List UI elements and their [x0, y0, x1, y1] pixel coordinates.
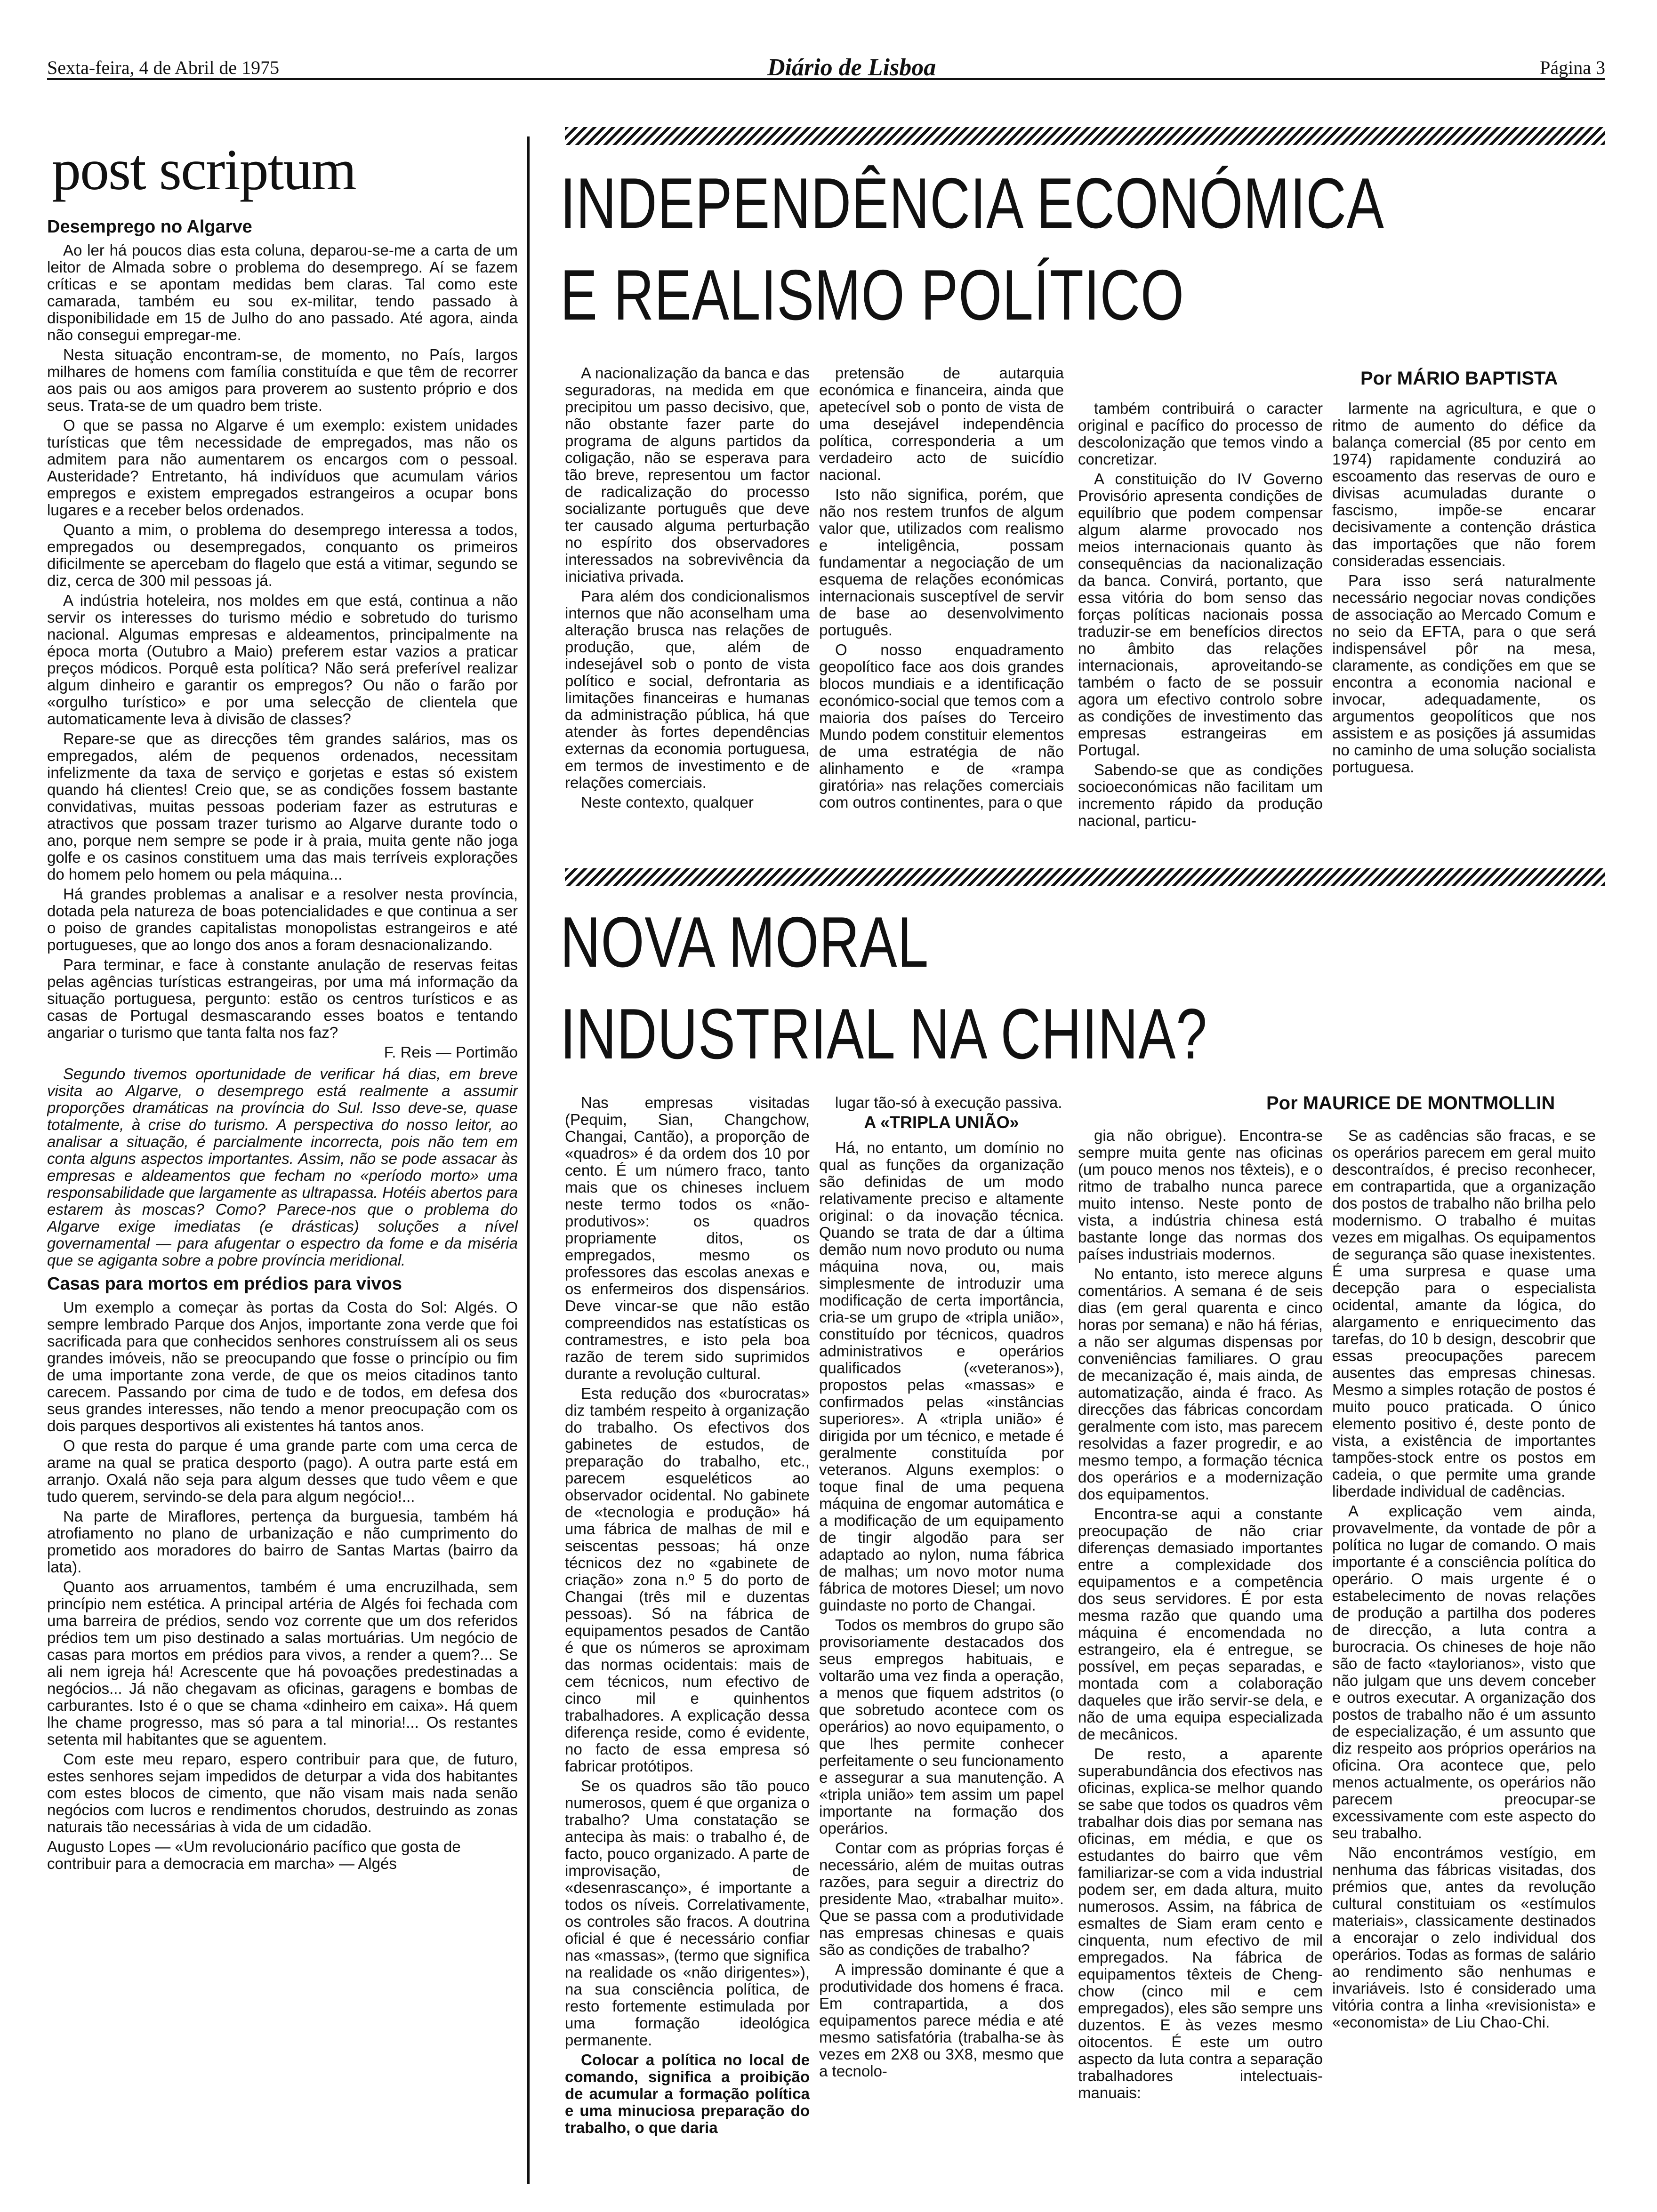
- paragraph: Um exemplo a começar às portas da Costa do Sol: Algés. O sempre lembrado Parque dos Anjos, importante zona verde que foi sacrificada para que conhecidos senhores construíssem ali os seus grandes imóveis, não se preocupando que fosse o princípio ou fim de uma importante zona verde, de que os meios citadinos tanto carecem. Passando por cima de tudo e de todos, em defesa dos seus grandes interesses, não tendo a menor preocupação com os dois parques desportivos ali existentes há tantos anos.: [47, 1298, 518, 1435]
- paragraph: O nosso enquadramento geopolítico face aos dois grandes blocos mundiais e a identificação económico-social que temos com a maioria dos países do Terceiro Mundo podem constituir elementos de uma estratégia de não alinhamento e de «rampa giratória» nas relações comerciais com outros continentes, para o que: [819, 641, 1064, 811]
- paragraph: lugar tão-só à execução passiva.: [835, 1094, 1062, 1111]
- article2-column: [1078, 1127, 1323, 2186]
- article-top-rule: [565, 127, 1605, 145]
- newspaper-name: Diário de Lisboa: [767, 54, 936, 81]
- paragraph: Para isso será naturalmente necessário negociar novas condições de associação ao Mercado Comum e no seio da EFTA, para o que será indispensável pôr na mesa, claramente, as condições em que se encontra a economia nacional e invocar, adequadamente, os argumentos geopolíticos que nos assistem e as posições já assumidas no caminho de uma solução socialista portuguesa.: [1332, 572, 1596, 776]
- page-number: Página 3: [1540, 57, 1605, 78]
- masthead-rule: [47, 78, 1605, 80]
- paragraph: A constituição do IV Governo Provisório apresenta condições de equilíbrio que podem compensar algum alarme provocado nos meios internacionais quanto às consequências da nacionalização da banca. Convirá, portanto, que essa vitória do bom senso das forças políticas nacionais possa traduzir-se em benefícios directos no âmbito das relações internacionais, aproveitando-se também o facto de se possuir agora um efectivo controlo sobre as condições de investimento das empresas estrangeiras em Portugal.: [1078, 470, 1323, 759]
- paragraph: O que se passa no Algarve é um exemplo: existem unidades turísticas que têm necessidade de empregados, mas não os admitem para não aumentarem os encargos com o pessoal. Austeridade? Entretanto, há indivíduos que acumulam vários empregos e existem empregados estrangeiros a ocupar bons lugares e a receber belos ordenados.: [47, 417, 518, 519]
- letter-signature: F. Reis — Portimão: [384, 1043, 518, 1061]
- article-separator-rule: [565, 868, 1605, 886]
- paragraph: Nas empresas visitadas (Pequim, Sian, Changchow, Changai, Cantão), a proporção de «quadros» é da ordem dos 10 por cento. É um número fraco, tanto mais que os chineses incluem neste termo todos os «não-produtivos»: os quadros propriamente ditos, os empregados, mesmo os professores das escolas anexas e os enfermeiros dos dispensários. Deve vincar-se que não estão compreendidos nas estatísticas os contramestres, e isto pela boa razão de terem sido suprimidos durante a revolução cultural.: [565, 1094, 810, 1382]
- issue-date: Sexta-feira, 4 de Abril de 1975: [47, 57, 280, 78]
- paragraph: Não encontrámos vestígio, em nenhuma das fábricas visitadas, dos prémios que, antes da revolução cultural constituiam os «estímulos materiais», classicamente destinados a encorajar o zelo individual dos operários. Todas as formas de salário ao rendimento são nenhumas e invariáveis. Isto é considerado uma vitória contra a linha «revisionista» e «economista» de Liu Chao-Chi.: [1332, 1844, 1596, 2031]
- article2-headline-line1: NOVA MORAL: [560, 902, 929, 982]
- paragraph: Repare-se que as direcções têm grandes salários, mas os empregados, além de pequenos ordenados, necessitam infelizmente da taxa de serviço e gorjetas e estas só existem quando há clientes! Creio que, se as condições fossem bastante convidativas, muitas pessoas poderiam fazer as estruturas e atractivos que possam trazer turismo ao Algarve durante todo o ano, porque nem sempre se pode ir à praia, muita gente não joga golfe e os casinos constituem uma das mais terríveis explorações do homem pelo homem ou pela máquina...: [47, 730, 518, 883]
- paragraph: Encontra-se aqui a constante preocupação de não criar diferenças demasiado importantes entre a complexidade dos equipamentos e a competência dos seus servidores. É por esta mesma razão que quando uma máquina é encomendada no estrangeiro, ela é entregue, se possível, em peças separadas, e montada com a colaboração daqueles que irão servir-se dela, e não de uma equipa especializada de mecânicos.: [1078, 1505, 1323, 1743]
- article2-byline: Por MAURICE DE MONTMOLLIN: [1266, 1093, 1555, 1114]
- paragraph: Há grandes problemas a analisar e a resolver nesta província, dotada pela natureza de boas potencialidades e que continua a ser o poiso de grandes capitalistas monopolistas estrangeiros e até portugueses, que ao longo dos anos a foram desnacionalizando.: [47, 885, 518, 954]
- article2-subhead: A «TRIPLA UNIÃO»: [864, 1113, 1019, 1132]
- post-scriptum-column: [47, 212, 518, 2188]
- paragraph: Para terminar, e face à constante anulação de reservas feitas pelas agências turísticas estrangeiras, por uma má informação da situação portuguesa, pergunto: estão os centros turísticos e as casas de Portugal desmascarando esses boatos e tentando angariar o turismo que tanta falta nos faz?: [47, 956, 518, 1041]
- article1-headline-line2: E REALISMO POLÍTICO: [560, 255, 1184, 335]
- paragraph: A impressão dominante é que a produtividade dos homens é fraca. Em contrapartida, a dos equipamentos parece média e até mesmo satisfatória (trabalha-se às vezes em 2X8 ou 3X8, mesmo que a tecnolo-: [819, 1961, 1064, 2080]
- paragraph: A explicação vem ainda, provavelmente, da vontade de pôr a política no lugar de comando. O mais importante é a consciência política do operário. O mais urgente é o estabelecimento de novas relações de produção a partilha dos poderes de direcção, a luta contra a burocracia. Os chineses de hoje não são de facto «taylorianos», visto que não julgam que uns devem conceber e outros executar. A organização dos postos de trabalho não é um assunto de especialização, é um assunto que diz respeito aos próprios operários na oficina. Ora acontece que, pelo menos actualmente, os operários não parecem preocupar-se excessivamente com este aspecto do seu trabalho.: [1332, 1502, 1596, 1842]
- paragraph: Se os quadros são tão pouco numerosos, quem é que organiza o trabalho? Uma constatação se antecipa às mais: o trabalho é, de facto, pouco organizado. A parte de improvisação, de «desenrascanço», é importante a todos os níveis. Correlativamente, os controles são fracos. A doutrina oficial é que é necessário confiar nas «massas», (termo que significa na realidade os «não dirigentes»), na sua consciência política, de resto fortemente estimulada por uma formação ideológica permanente.: [565, 1777, 810, 2049]
- masthead: [47, 56, 1605, 85]
- paragraph: A nacionalização da banca e das seguradoras, na medida em que precipitou um passo decisivo, que, não obstante fazer parte do programa de alguns partidos da coligação, não se esperava para tão breve, representou um factor de radicalização do processo socializante português que deve ter causado alguma perturbação no espírito dos observadores interessados na sobrevivência da iniciativa privada.: [565, 365, 810, 585]
- paragraph: Na parte de Miraflores, pertença da burguesia, também há atrofiamento no plano de urbanização e não cumprimento do prometido aos moradores do bairro de Santas Martas (bairro da lata).: [47, 1507, 518, 1576]
- paragraph: Para além dos condicionalismos internos que não aconselham uma alteração brusca nas relações de produção, que, além de indesejável sob o ponto de vista político e social, defrontaria as limitações financeiras e humanas da administração pública, há que atender às fortes dependências externas da economia portuguesa, em termos de investimento e de relações comerciais.: [565, 587, 810, 791]
- paragraph: larmente na agricultura, e que o ritmo de aumento do défice da balança comercial (85 por cento em 1974) rapidamente conduzirá ao escoamento das reservas de ouro e divisas acumuladas durante o fascismo, impõe-se encarar decisivamente a contenção drástica das importações que não forem consideradas essenciais.: [1332, 400, 1596, 569]
- article2-column: [819, 1094, 1064, 2186]
- article2-headline-line2: INDUSTRIAL NA CHINA?: [560, 994, 1207, 1074]
- article1-column: [1332, 400, 1596, 840]
- article1-column: [819, 365, 1064, 840]
- paragraph: Quanto a mim, o problema do desemprego interessa a todos, empregados ou desempregados, conquanto os primeiros dificilmente se apercebam do flagelo que está a vitimar, segundo se diz, cerca de 300 mil pessoas já.: [47, 521, 518, 589]
- paragraph: Todos os membros do grupo são provisoriamente destacados dos seus empregos habituais, e voltarão uma vez finda a operação, a menos que fiquem adstritos (o que sobretudo acontece com os operários) ao novo equipamento, o que lhes permite conhecer perfeitamente o seu funcionamento e assegurar a sua manutenção. A «tripla união» tem assim um papel importante na formação dos operários.: [819, 1616, 1064, 1837]
- article2-column: [1332, 1127, 1596, 2186]
- paragraph: gia não obrigue). Encontra-se sempre muita gente nas oficinas (um pouco menos nos têxteis), e o ritmo de trabalho nunca parece muito intenso. Neste ponto de vista, a indústria chinesa está bastante longe das normas dos países industriais modernos.: [1078, 1127, 1323, 1263]
- paragraph: Colocar a política no local de comando, significa a proibição de acumular a formação política e uma minuciosa preparação do trabalho, o que daria: [565, 2051, 810, 2136]
- paragraph: Há, no entanto, um domínio no qual as funções da organização são definidas de um modo relativamente preciso e altamente original: o da inovação técnica. Quando se trata de dar a última demão num novo produto ou numa máquina nova, ou, mais simplesmente de introduzir uma modificação de certa importância, cria-se um grupo de «tripla união», constituído por técnicos, quadros administrativos e operários qualificados («veteranos»), propostos pelas «massas» e confirmados pelas «instâncias superiores». A «tripla união» é dirigida por um técnico, e metade é geralmente constituída por veteranos. Alguns exemplos: o toque final de uma pequena máquina de engomar automática e a modificação de um equipamento de tingir algodão para ser adaptado ao nylon, numa fábrica de malhas; um novo motor numa fábrica de motores Diesel; um novo guindaste no porto de Changai.: [819, 1139, 1064, 1614]
- post-scriptum-title: post scriptum: [52, 137, 356, 202]
- section-title-desemprego: Desemprego no Algarve: [47, 217, 252, 237]
- paragraph: Neste contexto, qualquer: [581, 793, 754, 811]
- paragraph: Sabendo-se que as condições socioeconómicas não facilitam um incremento rápido da produção nacional, particu-: [1078, 761, 1323, 829]
- paragraph: Com este meu reparo, espero contribuir para que, de futuro, estes senhores sejam impedidos de deturpar a vida dos habitantes com estes blocos de cimento, que não visam mais nada senão negócios com lucros e rendimentos chorudos, destruindo as zonas naturais tão necessárias à vida de um cidadão.: [47, 1750, 518, 1835]
- paragraph: também contribuirá o caracter original e pacífico do processo de descolonização que temos vindo a concretizar.: [1078, 400, 1323, 468]
- article1-column: [1078, 400, 1323, 840]
- paragraph: O que resta do parque é uma grande parte com uma cerca de arame na qual se pratica desporto (pago). A outra parte está em arranjo. Oxalá não seja para algum desses que tudo vêem e que tudo querem, servindo-se dela para algum negócio!...: [47, 1437, 518, 1505]
- article1-byline: Por MÁRIO BAPTISTA: [1360, 368, 1558, 389]
- post-scriptum-title-block: [52, 136, 523, 203]
- paragraph: Contar com as próprias forças é necessário, além de muitas outras razões, para seguir a directriz do presidente Mao, «trabalhar muito». Que se passa com a produtividade nas empresas chinesas e quais são as condições de trabalho?: [819, 1839, 1064, 1958]
- article1-column: [565, 365, 810, 840]
- article1-headline-line1: INDEPENDÊNCIA ECONÓMICA: [560, 163, 1384, 243]
- paragraph: A indústria hoteleira, nos moldes em que está, continua a não servir os interesses do turismo médio e sobretudo do turismo nacional. Algumas empresas e aldeamentos, principalmente na época morta (Outubro a Maio) preferem estar vazios a praticar preços módicos. Porquê esta política? Não será preferível realizar algum dinheiro e garantir os empregos? Ou não o farão por «orgulho turístico» e por uma selecção de clientela que automaticamente leva à divisão de classes?: [47, 592, 518, 728]
- section-title-casas: Casas para mortos em prédios para vivos: [47, 1274, 402, 1294]
- paragraph: Se as cadências são fracas, e se os operários parecem em geral muito descontraídos, é preciso reconhecer, em contrapartida, que a organização dos postos de trabalho não brilha pelo modernismo. O trabalho é muitas vezes em migalhas. Os equipamentos de segurança são quase inexistentes. É uma surpresa e quase uma decepção para o especialista ocidental, amante da lógica, do alargamento e enriquecimento das tarefas, do 10 b design, descobrir que essas preocupações parecem ausentes das empresas chinesas. Mesmo a simples rotação de postos é muito pouco praticada. O único elemento positivo é, deste ponto de vista, a existência de importantes tampões-stock entre os postos em cadeia, o que permite uma grande liberdade individual de cadências.: [1332, 1127, 1596, 1500]
- paragraph: pretensão de autarquia económica e financeira, ainda que apetecível sob o ponto de vista de uma desejável independência política, corresponderia a um verdadeiro acto de suicídio nacional.: [819, 365, 1064, 483]
- article2-column: [565, 1094, 810, 2186]
- paragraph: De resto, a aparente superabundância dos efectivos nas oficinas, explica-se melhor quando se sabe que todos os quadros vêm trabalhar dois dias por semana nas oficinas, em média, e que os estudantes do bairro que vêm familiarizar-se com a vida industrial podem ser, em dada altura, muito numerosos. Assim, na fábrica de esmaltes de Siam eram cento e cinquenta, num efectivo de mil empregados. Na fábrica de equipamentos têxteis de Cheng-chow (cinco mil e cem empregados), eles são sempre uns duzentos. E às vezes mesmo oitocentos. É este um outro aspecto da luta contra a separação trabalhadores intelectuais-manuais:: [1078, 1745, 1323, 2101]
- paragraph: No entanto, isto merece alguns comentários. A semana é de seis dias (em geral quarenta e cinco horas por semana) e não há férias, a não ser algumas dispensas por conveniências familiares. O grau de mecanização é, mais ainda, de automatização, ainda é fraco. As direcções das fábricas concordam geralmente com isto, mas parecem resolvidas a fazer progredir, e ao mesmo tempo, a formação técnica dos operários e a modernização dos equipamentos.: [1078, 1265, 1323, 1503]
- letter-signature: Augusto Lopes — «Um revolucionário pacífico que gosta de contribuir para a democracia em marcha» — Algés: [47, 1838, 461, 1872]
- paragraph: Ao ler há poucos dias esta coluna, deparou-se-me a carta de um leitor de Almada sobre o problema do desemprego. Aí se fazem críticas e se apontam medidas bem claras. Tal como este camarada, também eu sou ex-militar, tendo passado à disponibilidade em 15 de Julho do ano passado. Até agora, ainda não consegui empregar-me.: [47, 241, 518, 344]
- paragraph: Nesta situação encontram-se, de momento, no País, largos milhares de homens com família constituída e que têm de recorrer aos pais ou aos amigos para proverem ao sustento próprio e dos seus. Trata-se de um quadro bem triste.: [47, 346, 518, 414]
- paragraph: Esta redução dos «burocratas» diz também respeito à organização do trabalho. Os efectivos dos gabinetes de estudos, de preparação do trabalho, etc., parecem esqueléticos ao observador ocidental. No gabinete de «tecnologia e produção» há uma fábrica de malhas de mil e seiscentas pessoas; há onze técnicos dez no «gabinete de criação» zona n.º 5 do porto de Changai (três mil e duzentas pessoas). Só na fábrica de equipamentos pesados de Cantão é que os números se aproximam das normas ocidentais: mais de cem técnicos, num efectivo de cinco mil e quinhentos trabalhadores. A explicação dessa diferença reside, como é evidente, no facto de essa empresa só fabricar protótipos.: [565, 1385, 810, 1775]
- paragraph: Isto não significa, porém, que não nos restem trunfos de algum valor que, utilizados com realismo e inteligência, possam fundamentar a negociação de um esquema de relações económicas internacionais susceptível de servir de base ao desenvolvimento português.: [819, 486, 1064, 639]
- column-divider: [527, 136, 530, 2184]
- editor-note: Segundo tivemos oportunidade de verificar há dias, em breve visita ao Algarve, o desemprego está realmente a assumir proporções dramáticas na província do Sul. Isso deve-se, quase totalmente, à crise do turismo. A perspectiva do nosso leitor, ao analisar a situação, é parcialmente incorrecta, pois não tem em conta alguns aspectos importantes. Assim, não se pode assacar às empresas e aldeamentos que fecham no «período morto» uma responsabilidade que largamente as ultrapassa. Hotéis abertos para estarem às moscas? Como? Parece-nos que o problema do Algarve exige imediatas (e drásticas) soluções a nível governamental — para afugentar o espectro da fome e da miséria que se agiganta sobre a pobre província meridional.: [47, 1065, 518, 1269]
- paragraph: Quanto aos arruamentos, também é uma encruzilhada, sem princípio nem estética. A principal artéria de Algés foi fechada com uma barreira de prédios, sendo voz corrente que um dos referidos prédios tem um piso destinado a salas mortuárias. Um negócio de casas para mortos em prédios para vivos, a render a quem?... Se ali nem igreja há! Acrescente que há povoações predestinadas a negócios... Já não chegavam as oficinas, garagens e bombas de carburantes. Isto é o que se chama «dinheiro em caixa». Há quem lhe chame progresso, mas só para a tal minoria!... Os restantes setenta mil habitantes que se aguentem.: [47, 1578, 518, 1748]
